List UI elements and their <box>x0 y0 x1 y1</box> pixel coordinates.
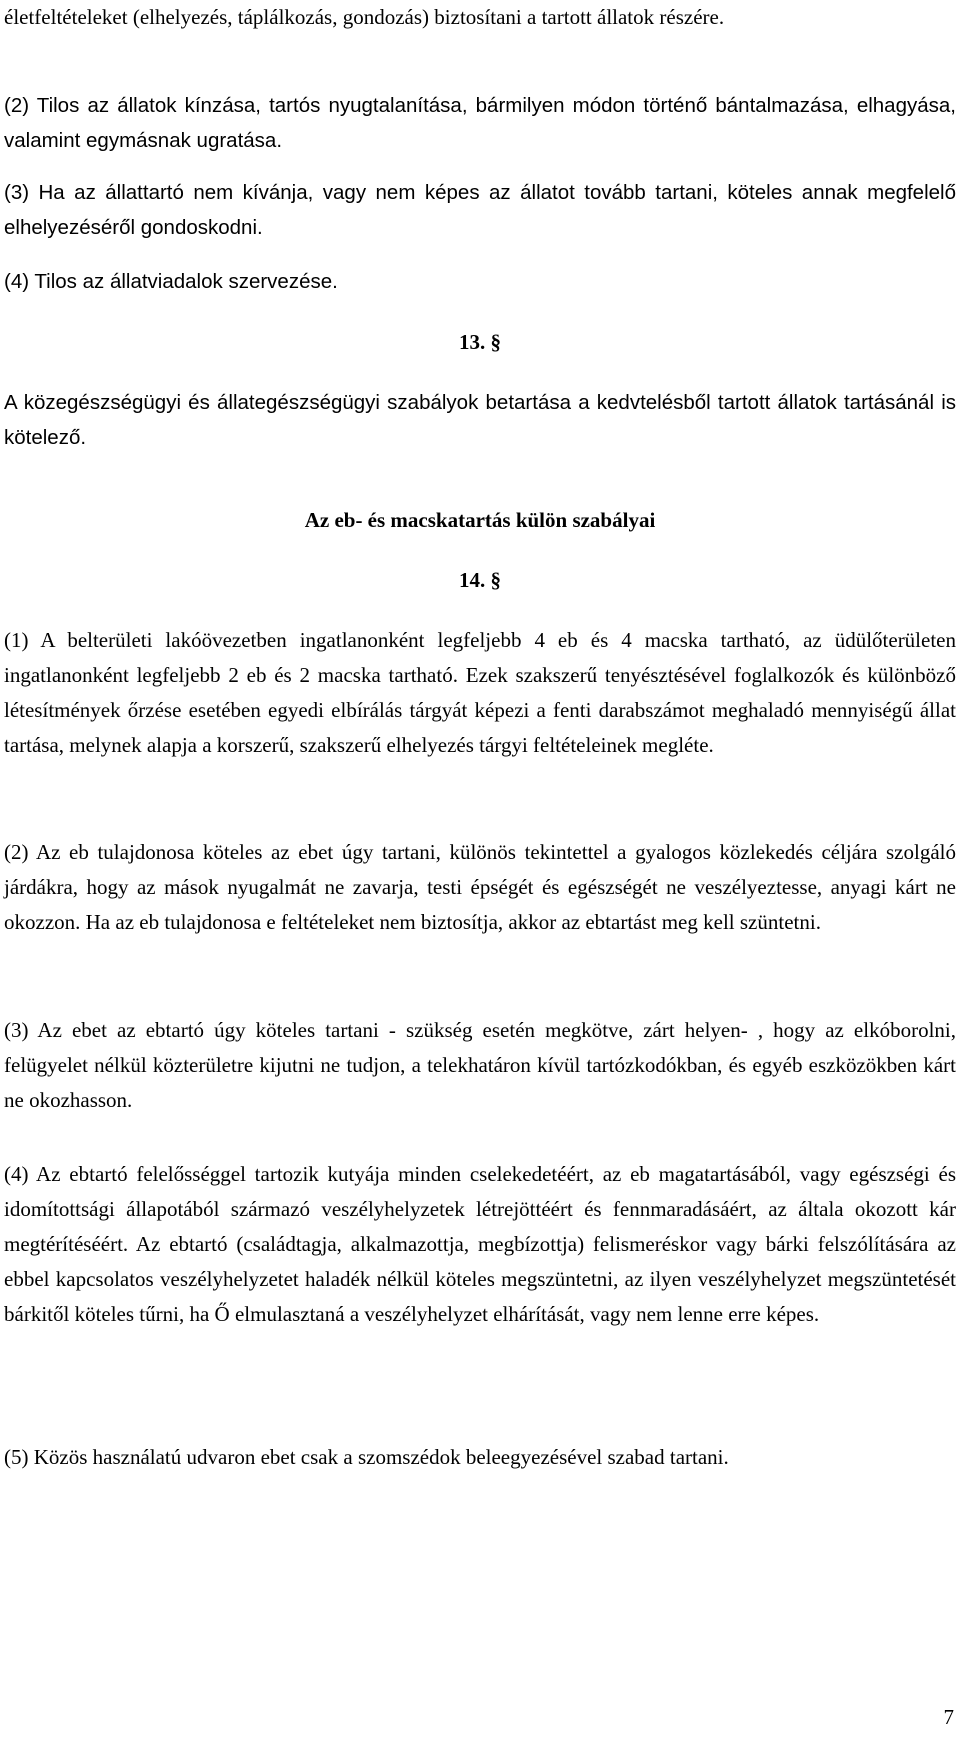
section-14-heading: 14. § <box>459 568 501 592</box>
paragraph-12-2: (2) Tilos az állatok kínzása, tartós nyugtalanítása, bármilyen módon történő bántalmazása, elhagyása, valamint egymásnak ugratása. <box>4 94 956 152</box>
paragraph-14-2: (2) Az eb tulajdonosa köteles az ebet úgy tartani, különös tekintettel a gyalogos közlekedés céljára szolgáló járdákra, hogy az mások nyugalmát ne zavarja, testi épségét és egészségét ne veszélyeztesse, anyagi kárt ne okozzon. Ha az eb tulajdonosa e feltételeket nem biztosítja, akkor az ebtartást meg kell szüntetni. <box>4 840 956 934</box>
paragraph-14-5: (5) Közös használatú udvaron ebet csak a szomszédok beleegyezésével szabad tartani. <box>4 1445 729 1469</box>
section-title: Az eb- és macskatartás külön szabályai <box>304 508 656 532</box>
paragraph-14-1: (1) A belterületi lakóövezetben ingatlanonként legfeljebb 4 eb és 4 macska tartható, az üdülőterületen ingatlanonként legfeljebb 2 eb és 2 macska tartható. Ezek szakszerű tenyésztésével foglalkozók és különböző létesítmények őrzése esetében egyedi elbírálás tárgyát képezi a fenti darabszámot meghaladó mennyiségű állat tartása, melynek alapja a korszerű, szakszerű elhelyezés tárgyi feltételeinek megléte. <box>4 628 956 757</box>
paragraph-14-4: (4) Az ebtartó felelősséggel tartozik kutyája minden cselekedetéért, az eb magatartásából, vagy egészségi és idomítottsági állapotából származó veszélyhelyzetek létrejöttéért és fennmaradásáért, az általa okozott kár megtérítéséért. Az ebtartó (családtagja, alkalmazottja, megbízottja) felismeréskor vagy bárki felszólítására az ebbel kapcsolatos veszélyhelyzetet haladék nélkül köteles megszüntetni, az ilyen veszélyhelyzet megszüntetését bárkitől köteles tűrni, ha Ő elmulasztaná a veszélyhelyzet elhárítását, vagy nem lenne erre képes. <box>4 1162 956 1326</box>
paragraph-14-3: (3) Az ebet az ebtartó úgy köteles tartani - szükség esetén megkötve, zárt helyen- , hogy az elkóborolni, felügyelet nélkül közterületre kijutni ne tudjon, a telekhatáron kívül tartózkodókban, és egyéb eszközökben kárt ne okozhasson. <box>4 1018 956 1112</box>
section-13-heading: 13. § <box>459 330 501 354</box>
paragraph-continuation: életfeltételeket (elhelyezés, táplálkozás, gondozás) biztosítani a tartott állatok részére. <box>4 5 725 29</box>
paragraph-13: A közegészségügyi és állategészségügyi szabályok betartása a kedvtelésből tartott állatok tartásánál is kötelező. <box>4 391 956 449</box>
page-number: 7 <box>943 1705 954 1729</box>
paragraph-12-4: (4) Tilos az állatviadalok szervezése. <box>4 270 338 293</box>
paragraph-12-3: (3) Ha az állattartó nem kívánja, vagy nem képes az állatot tovább tartani, köteles annak megfelelő elhelyezéséről gondoskodni. <box>4 181 956 239</box>
